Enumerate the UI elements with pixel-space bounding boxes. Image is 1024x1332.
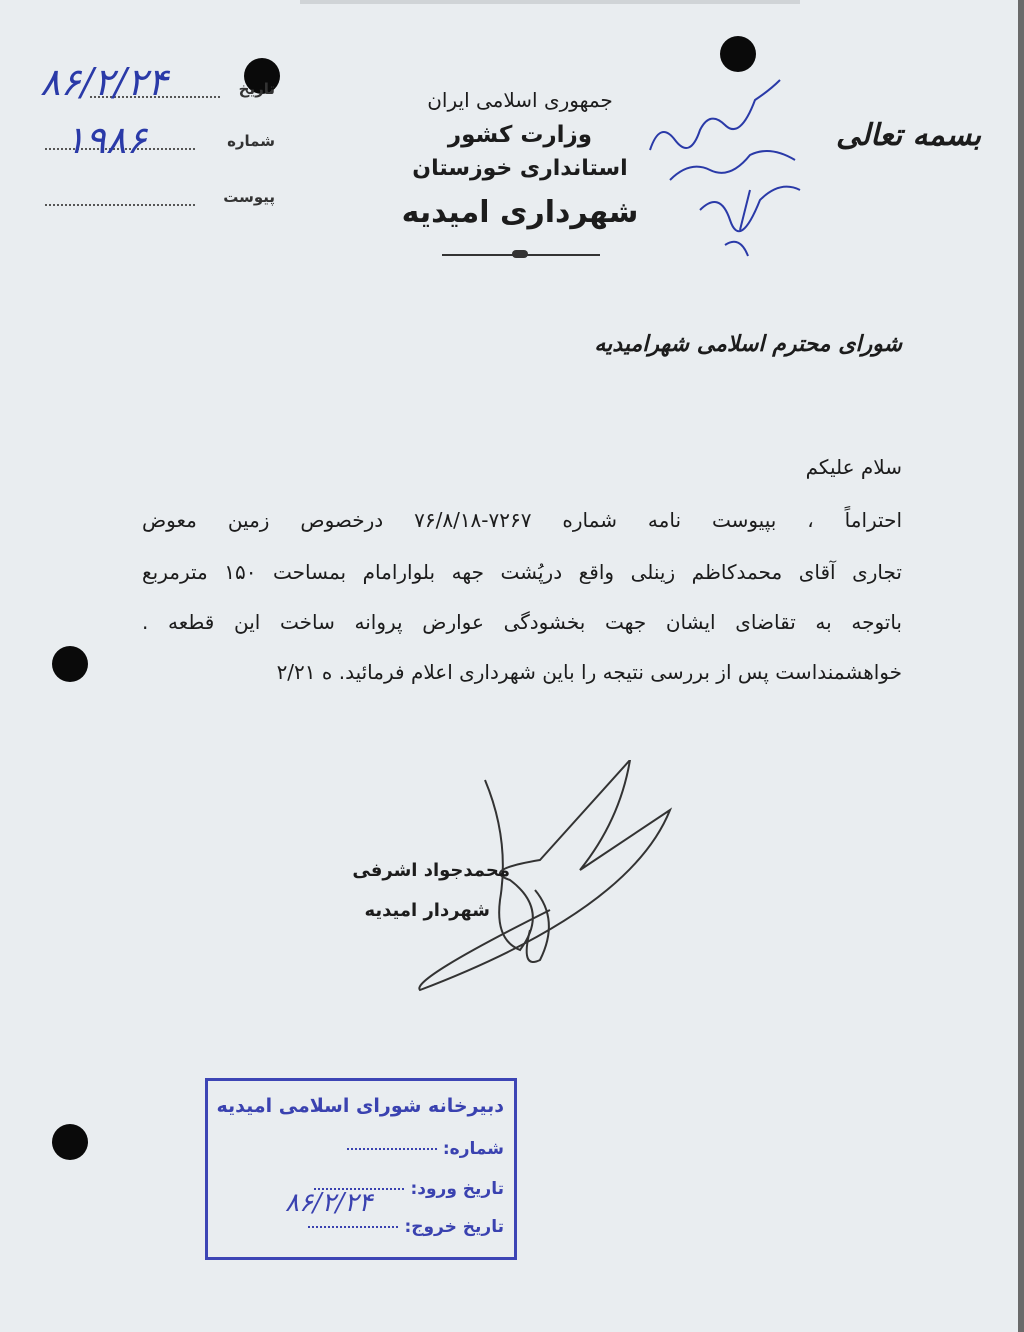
attachment-label: پیوست	[223, 188, 275, 206]
header-rule-ornament	[512, 250, 528, 258]
registry-stamp	[205, 1078, 517, 1260]
body-line: تجاری آقای محمدکاظم زینلی واقع درپُشت جهه بلوارامام بمساحت ۱۵۰ مترمربع	[142, 560, 902, 584]
stamp-title: دبیرخانه شورای اسلامی امیدیه	[216, 1095, 504, 1117]
stamp-exit-row	[308, 1217, 504, 1237]
header-province: استانداری خوزستان	[412, 156, 628, 181]
stamp-number-label: شماره:	[442, 1139, 504, 1159]
header-country: جمهوری اسلامی ایران	[427, 88, 613, 112]
signer-name: محمدجواد اشرفی	[352, 860, 510, 881]
body-line: باتوجه به تقاضای ایشان جهت بخشودگی عوارض پروانه ساخت این قطعه .	[142, 610, 902, 634]
scan-edge	[1018, 0, 1024, 1332]
header-municipality: شهرداری امیدیه	[401, 195, 639, 230]
punch-hole	[52, 1124, 88, 1160]
bismillah: بسمه تعالی	[836, 118, 982, 153]
addressee: شورای محترم اسلامی شهرامیدیه	[594, 332, 902, 357]
attachment-field	[45, 188, 275, 212]
number-label: شماره	[227, 132, 275, 150]
header-ministry: وزارت کشور	[447, 122, 593, 148]
stamp-entry-handwritten: ۸۶/۲/۲۴	[285, 1188, 373, 1218]
stamp-number-row	[347, 1139, 504, 1159]
signer-title: شهردار امیدیه	[364, 900, 490, 921]
body-line: احتراماً ، بپیوست نامه شماره ۷۲۶۷-۷۶/۸/۱۸ درخصوص زمین معوض	[142, 508, 903, 532]
punch-hole	[52, 646, 88, 682]
body-line: خواهشمنداست پس از بررسی نتیجه را باین شهرداری اعلام فرمائید. ه ۲/۲۱	[276, 660, 902, 684]
stamp-entry-label: تاریخ ورود:	[410, 1179, 504, 1199]
handwritten-note	[630, 60, 830, 260]
stamp-exit-label: تاریخ خروج:	[404, 1217, 504, 1237]
number-handwritten: ۱۹۸۶	[65, 118, 147, 162]
paper-edge	[300, 0, 800, 4]
date-handwritten: ۸۶/۲/۲۴	[40, 60, 168, 104]
date-label: تاریخ	[238, 80, 275, 98]
greeting: سلام علیکم	[805, 455, 902, 479]
